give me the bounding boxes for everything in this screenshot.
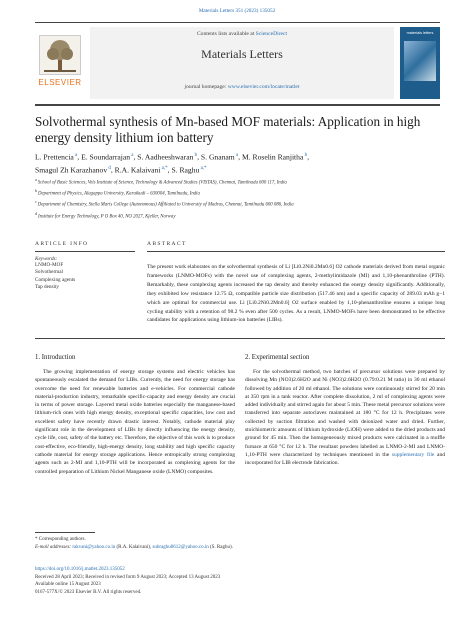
article-footer: [35, 566, 445, 596]
journal-homepage-link[interactable]: www.elsevier.com/locate/matlet: [227, 84, 300, 90]
affiliation-text: Department of Physics, Alagappa University, Karaikudi – 630004, Tamilnadu, India: [38, 191, 200, 197]
author-name[interactable]: S. Raghu: [171, 165, 200, 175]
header-divider: [35, 104, 440, 106]
affiliation-item: [35, 210, 445, 221]
intro-text: The growing implementation of energy storage systems and electric vehicles has spontaneously escalated the demand for LIBs. Currently, the need for energy storage has overcome the need for renewable batteries and e-vehicles. For commercial cathode material-production industry, remarkable specific-capacity and energy density are crucial in terms of power storage. Layered metal oxide batteries especially the manganese-based lithium-rich ones with high energy density, exceptional specific capacities, low cost and excellent safety have recently drawn drastic interest. Notably, cathode material play significant role in the development of LIBs by directly influencing the energy density, cycle life, cost, safety of the battery etc. Therefore, the objective of this work is to produce cost-effective, eco-friendly, high-energy density, long stability and high specific capacity cathode material for energy storage applications. Hence entropically strong complexing agents such as 2-MI and 1,10-PTH will be incorporated as complexing agents for the controlled preparation of Lithium Nickel Manganese oxide (LNMO) composites.: [35, 369, 235, 475]
abstract-text: The present work elaborates on the solvothermal synthesis of Li [Li0.2Ni0.2Mn0.6] O2 cathode materials derived from metal organic frameworks (LNMO-MOFs) with the novel use of complexing agents, 2-methylimidazole (MI) and 1,10-phenanthroline (PTH). Remarkably, these complexing agents increased the tap density and thereby enhanced the energy density significantly. Additionally, they exhibited low resistance 12.75 Ω, compatible particle size distribution (517.46 nm) and a specific capacity of 289.03 mAh g−1 which are optimal for commercial use. Li [Li0.2Ni0.2Mn0.6] O2 surface enabled by 1,10-phenanthroline ensures a unique long cycling stability with a retention of 98.2 % even after 500 cycles. As a result, LNMO-MOFs have been demonstrated to be effective candidates for applications using lithium-ion batteries (LIBs).: [147, 264, 445, 324]
keyword-item: Solvothermal: [35, 269, 63, 276]
email-name-kalaivani: (R.A. Kalaivani),: [115, 544, 153, 550]
sciencedirect-link[interactable]: ScienceDirect: [255, 31, 288, 37]
elsevier-tree-icon: [39, 35, 81, 75]
experimental-text-body: For the solvothermal method, two batches of precursor solutions were prepared by dissolving Mn (NO3)2.6H2O and Ni (NO3)2.6H2O (0.79:0.21 M ratio) in 30 ml ethanol followed by addition of 20 ml ethanol. The solutions were continuously stirred for 20 min at 350 rpm in a tank reactor. After complete dissolution, 2 ml of complexing agents were added individually and stirred again for about 5 min. These metal precursor solutions were transferred into separate autoclaves maintained at 180 °C for 12 h. Precipitates were collected by suction filtration and washed with deionized water and dried. Further, stoichiometric amounts of lithium hydroxide (LiOH) were added to the dried products and ground for 45 min. Then the homogeneously mixed products were calcinated in a muffle furnace at 650 °C for 12 h. The resultant powders labelled as LNMO-2-MI and LNMO-1,10-PTH were characterized by techniques mentioned in the: [245, 369, 445, 458]
affiliation-text: Department of Chemistry, Stella Maris College (Autonomous) Affiliated to University of Madras, Chennai, Tamilnadu 600 086, India: [37, 202, 294, 208]
affiliation-text: School of Basic Sciences, Vels Institute of Science, Technology & Advanced Studies (VISTAS), Chennai, Tamilnadu 600 117, India: [37, 180, 287, 186]
abstract-bottom-rule: [35, 338, 445, 339]
email-link-raghu[interactable]: subraghu0612@yahoo.co.in: [152, 544, 209, 550]
author-name[interactable]: E. Soundarrajan: [81, 152, 130, 162]
affiliation-letter: c: [35, 199, 37, 205]
author-name[interactable]: Smagul Zh Karazhanov: [35, 165, 108, 175]
doi-link[interactable]: https://doi.org/10.1016/j.matlet.2023.135052: [35, 567, 125, 572]
author-list: [35, 150, 445, 176]
author-name[interactable]: R.A. Kalaivani: [114, 165, 161, 175]
intro-heading: 1. Introduction: [35, 354, 76, 361]
affiliation-text: Institute for Energy Technology, P O Box 40, NO 2027, Kjeller, Norway: [38, 214, 176, 220]
affiliation-item: [35, 187, 445, 198]
affiliation-list: [35, 176, 445, 221]
footnote-rule: [35, 532, 95, 533]
article-info-heading: ARTICLE INFO: [35, 241, 89, 247]
affiliation-item: [35, 176, 445, 187]
online-date: Available online 15 August 2023: [35, 582, 101, 588]
keywords-label: Keywords:: [35, 256, 58, 262]
top-divider: [35, 22, 440, 23]
homepage-prefix: journal homepage:: [184, 84, 228, 90]
copyright-notice: 0167-577X/© 2023 Elsevier B.V. All rights reserved.: [35, 589, 142, 595]
corresponding-author-note: [35, 536, 445, 551]
cover-art: [404, 41, 436, 81]
email-name-raghu: (S. Raghu).: [208, 544, 233, 550]
email-prefix: E-mail addresses:: [35, 544, 73, 550]
author-affiliation-marker[interactable]: b: [193, 153, 198, 158]
experimental-text-end: and incorporated for LIB electrode fabrication.: [245, 451, 445, 467]
affiliation-letter: b: [35, 188, 37, 194]
article-info-rule: [35, 251, 135, 252]
experimental-heading: 2. Experimental section: [245, 354, 310, 361]
author-line-1: L. Prettencia $^a$, E. Soundarrajan $^a$, S. Aadheeshwaran $^b$, S. Gnanam $^a$, M. Roselin Ranjitha $^b$,: [35, 152, 309, 162]
email-link-kalaivani[interactable]: rakvani@yahoo.co.in: [72, 544, 116, 550]
abstract-heading: ABSTRACT: [147, 241, 187, 247]
author-name[interactable]: S. Aadheeshwaran: [137, 152, 194, 162]
keywords-list: [35, 262, 135, 292]
article-title: Solvothermal synthesis of Mn-based MOF materials: Application in high energy density lithium ion battery: [35, 114, 421, 145]
keyword-item: Complexing agents: [35, 276, 76, 283]
affiliation-letter: a: [35, 177, 37, 182]
abstract-rule: [147, 251, 445, 252]
keywords-block: [35, 256, 135, 292]
publisher-name: ELSEVIER: [38, 78, 82, 87]
author-affiliation-marker[interactable]: a,*: [199, 166, 207, 172]
journal-citation[interactable]: Materials Letters 351 (2023) 135052: [198, 8, 276, 14]
homepage-line: [90, 84, 394, 90]
author-line-2: Smagul Zh Karazhanov $^d$, R.A. Kalaivani $^{a,*}$, S. Raghu $^{a,*}$: [35, 165, 207, 175]
author-name[interactable]: L. Prettencia: [35, 152, 74, 162]
author-name[interactable]: M. Roselin Ranjitha: [241, 152, 304, 162]
cover-title: materials letters: [406, 31, 434, 35]
keyword-item: LNMO-MOF: [35, 262, 64, 268]
affiliation-item: [35, 198, 445, 209]
footnote-marker: *: [35, 537, 38, 542]
supplementary-file-link[interactable]: supplementary file: [391, 451, 435, 458]
affiliation-letter: d: [35, 210, 37, 216]
experimental-text: [245, 368, 445, 468]
author-affiliation-marker[interactable]: a,*: [160, 166, 168, 172]
footnote-label: Corresponding authors.: [38, 537, 86, 542]
author-affiliation-marker[interactable]: a: [234, 153, 239, 158]
keyword-item: Tap density: [35, 284, 59, 291]
author-name[interactable]: S. Gnanam: [200, 152, 235, 162]
elsevier-logo: [35, 27, 85, 99]
author-affiliation-marker[interactable]: b: [303, 153, 308, 158]
received-dates: Received 28 April 2023; Received in revised form 9 August 2023; Accepted 13 August 2023: [35, 574, 221, 580]
author-affiliation-marker[interactable]: d: [107, 166, 111, 172]
journal-title: Materials Letters: [201, 47, 283, 61]
author-affiliation-marker[interactable]: a: [130, 153, 134, 158]
contents-line: [90, 31, 394, 37]
contents-prefix: Contents lists available at: [196, 31, 256, 37]
author-affiliation-marker[interactable]: a: [73, 153, 78, 158]
journal-cover-image: [400, 27, 440, 99]
